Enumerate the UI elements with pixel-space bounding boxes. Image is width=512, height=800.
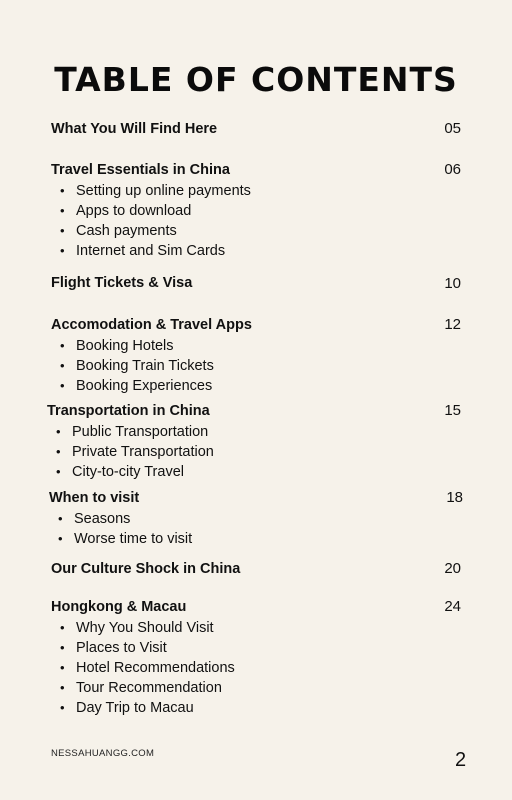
toc-subitem[interactable]: • Worse time to visit	[49, 529, 192, 549]
toc-heading[interactable]: Hongkong & Macau	[51, 599, 187, 615]
toc-page-number: 24	[444, 598, 461, 615]
toc-subitem[interactable]: • Booking Train Tickets	[51, 356, 214, 376]
toc-subitems	[51, 618, 235, 718]
toc-subitem[interactable]: • Private Transportation	[47, 442, 214, 462]
toc-heading[interactable]: What You Will Find Here	[51, 121, 218, 137]
toc-heading[interactable]: Transportation in China	[47, 403, 210, 419]
toc-heading[interactable]: When to visit	[49, 490, 140, 506]
toc-subitems	[51, 336, 214, 396]
toc-subitem[interactable]: • Cash payments	[51, 221, 251, 241]
toc-heading[interactable]: Travel Essentials in China	[51, 162, 230, 178]
toc-subitem[interactable]: • Tour Recommendation	[51, 678, 235, 698]
toc-subitems	[49, 509, 192, 549]
footer-website: NESSAHUANGG.COM	[51, 748, 155, 759]
toc-subitem[interactable]: • Internet and Sim Cards	[51, 241, 251, 261]
toc-page-number: 12	[444, 316, 461, 333]
toc-subitem[interactable]: • Apps to download	[51, 201, 251, 221]
toc-subitem[interactable]: • City-to-city Travel	[47, 462, 214, 482]
toc-subitem[interactable]: • Why You Should Visit	[51, 618, 235, 638]
toc-subitem[interactable]: • Setting up online payments	[51, 181, 251, 201]
toc-heading[interactable]: Accomodation & Travel Apps	[51, 317, 252, 333]
footer-page-number: 2	[455, 749, 467, 771]
toc-subitem[interactable]: • Seasons	[49, 509, 192, 529]
toc-subitem[interactable]: • Public Transportation	[47, 422, 214, 442]
toc-heading[interactable]: Our Culture Shock in China	[51, 561, 241, 577]
toc-subitem[interactable]: • Booking Hotels	[51, 336, 214, 356]
toc-subitem[interactable]: • Hotel Recommendations	[51, 658, 235, 678]
page-title: TABLE OF CONTENTS	[54, 60, 458, 99]
toc-page-number: 10	[444, 275, 461, 292]
toc-page-number: 15	[444, 402, 461, 419]
toc-subitem[interactable]: • Day Trip to Macau	[51, 698, 235, 718]
toc-subitems	[51, 181, 251, 261]
toc-page-number: 05	[444, 120, 461, 137]
toc-page-number: 20	[444, 560, 461, 577]
toc-heading[interactable]: Flight Tickets & Visa	[51, 275, 193, 291]
toc-page-number: 18	[446, 489, 463, 506]
toc-subitems	[47, 422, 214, 482]
toc-subitem[interactable]: • Booking Experiences	[51, 376, 214, 396]
toc-subitem[interactable]: • Places to Visit	[51, 638, 235, 658]
toc-page-number: 06	[444, 161, 461, 178]
